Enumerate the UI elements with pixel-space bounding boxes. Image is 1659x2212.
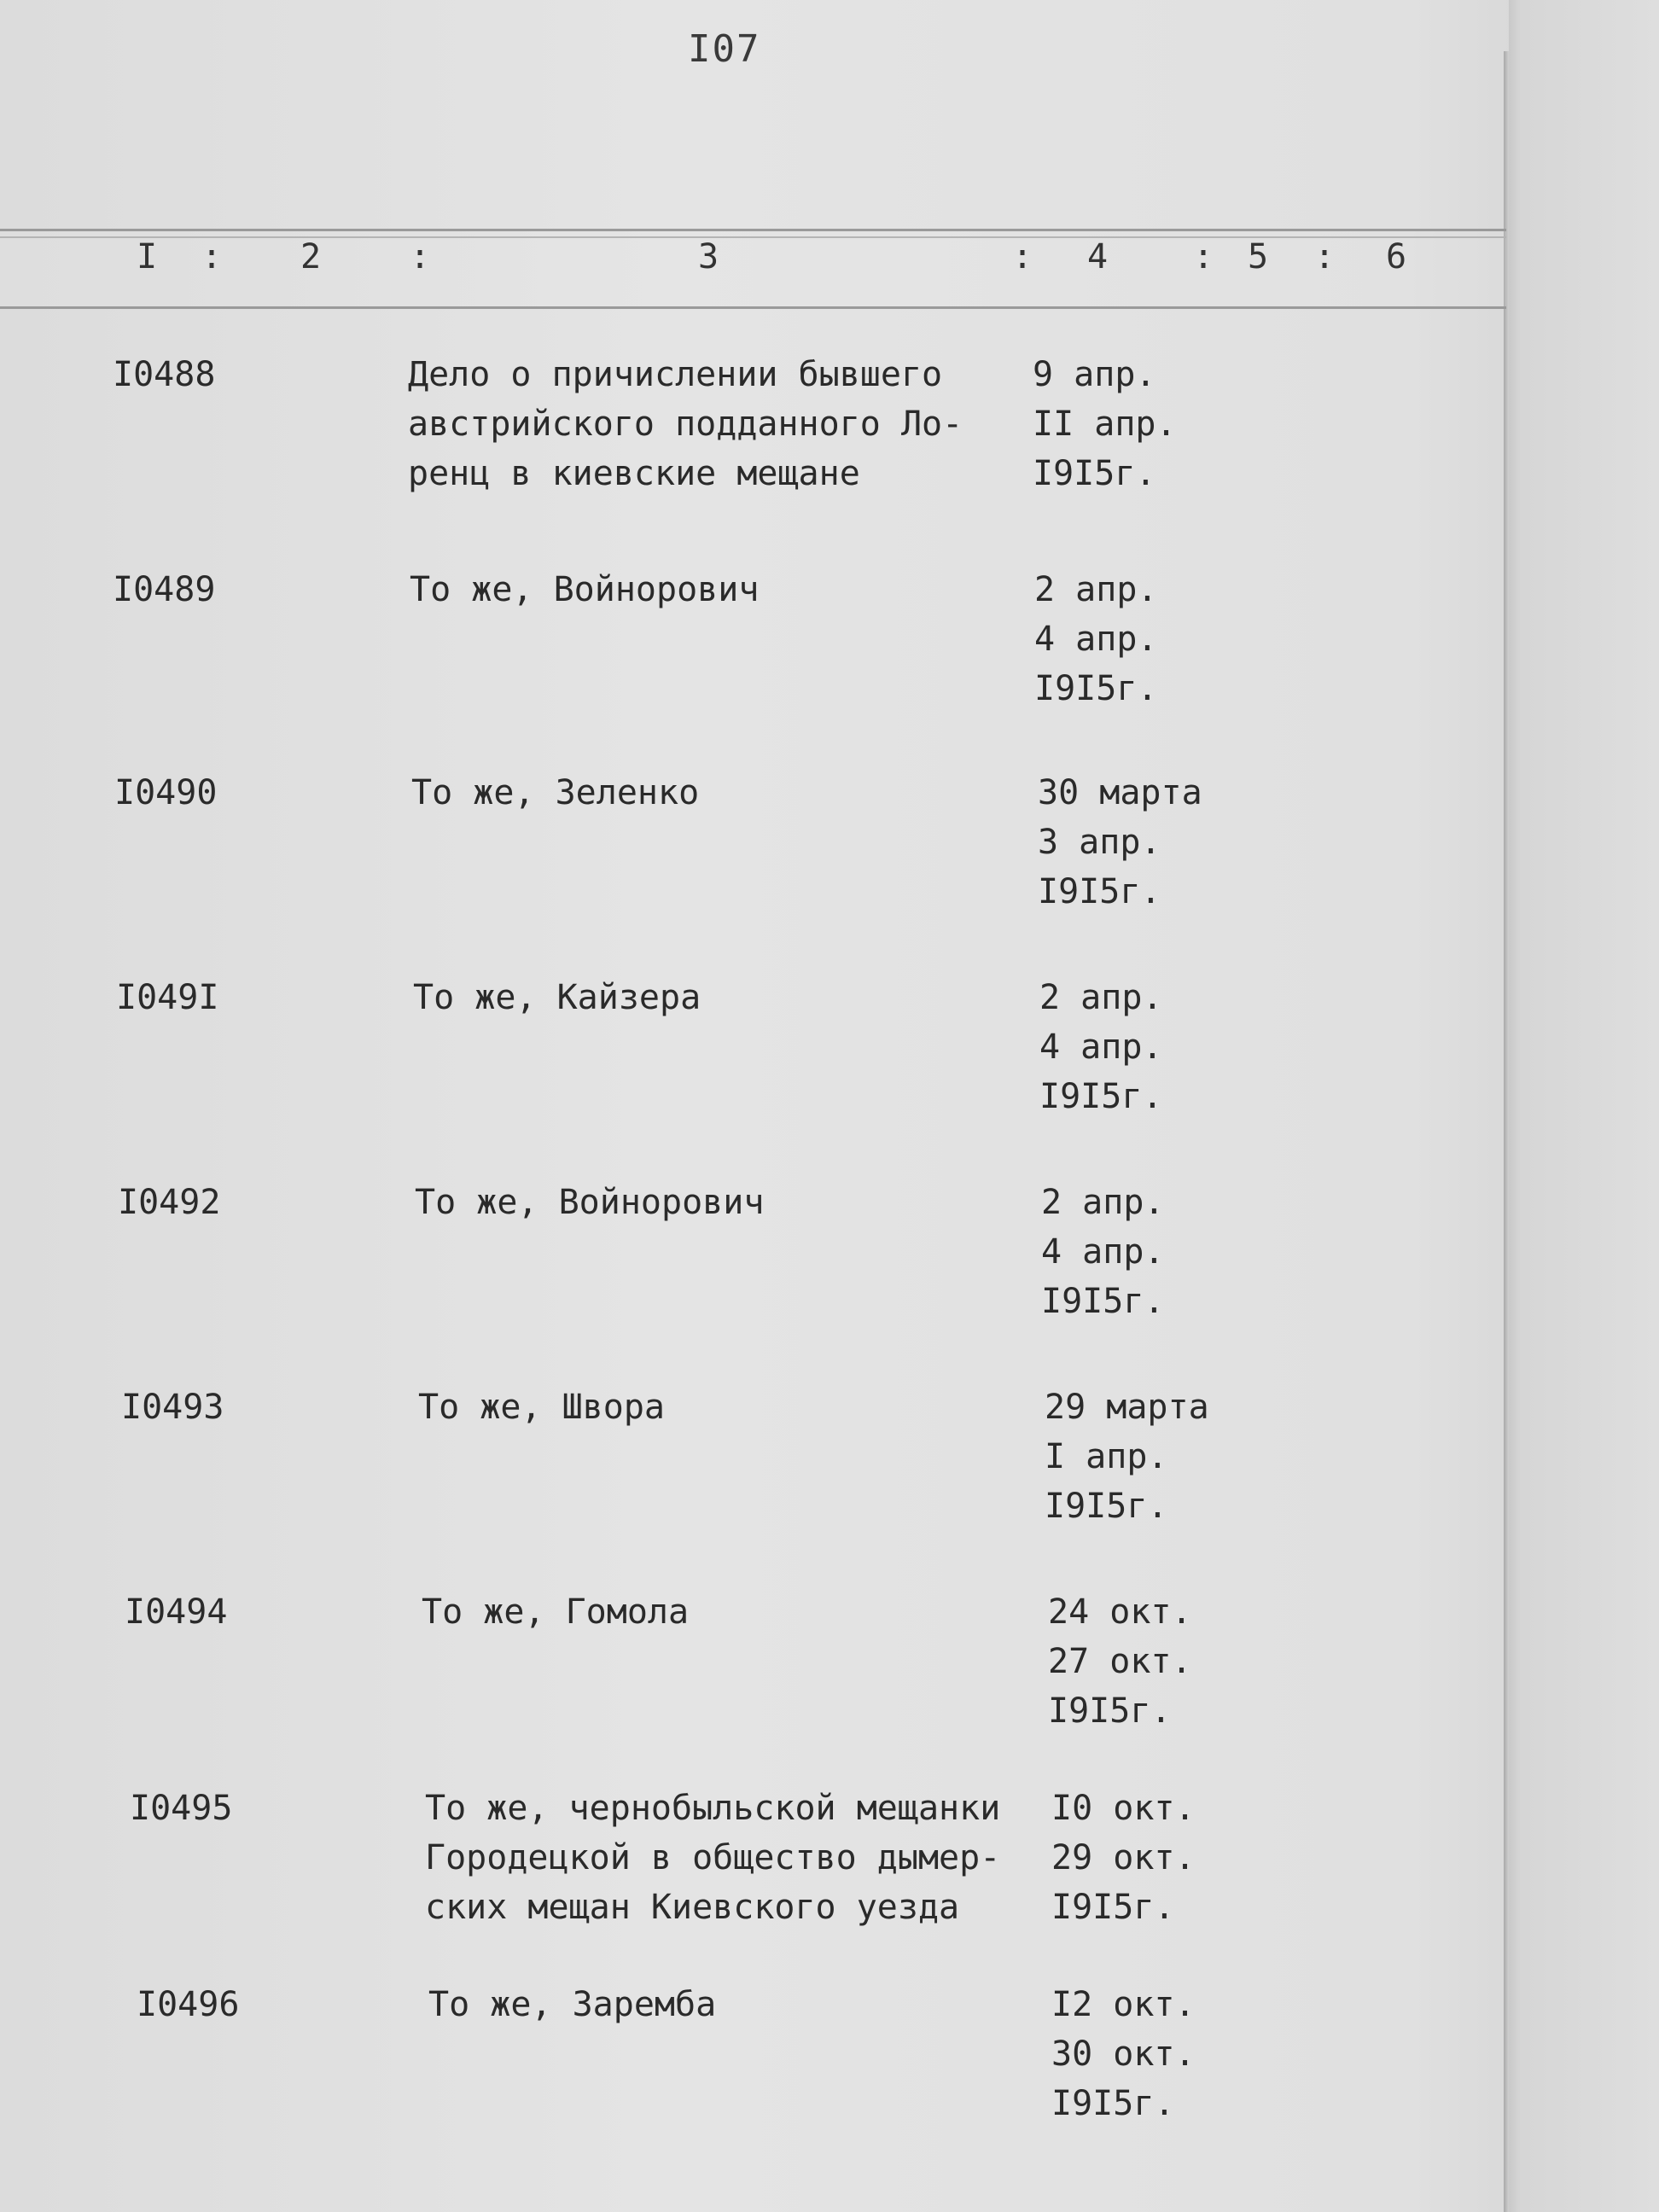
record-title-line: То же, Войнорович (415, 1183, 765, 1222)
record-number: I0495 (130, 1789, 233, 1828)
record-year: I9I5г. (1048, 1691, 1172, 1731)
column-header-3: 3 (698, 237, 719, 276)
record-dates (1038, 768, 1202, 917)
record-number: I0494 (125, 1592, 228, 1632)
column-header-sep: : (410, 237, 431, 276)
record-title-line: Дело о причислении бывшего (408, 355, 943, 394)
record-title-line: То же, Гомола (422, 1592, 690, 1632)
record-dates (1051, 1784, 1196, 1932)
record-number: I0490 (114, 773, 218, 812)
record-start-date: I2 окт. (1051, 1985, 1196, 2024)
column-header-5: 5 (1248, 237, 1269, 276)
record-end-date: 4 апр. (1041, 1232, 1165, 1272)
record-title (428, 1980, 716, 2029)
record-title-line: ренц в киевские мещане (408, 454, 860, 493)
record-dates (1045, 1382, 1209, 1531)
record-start-date: 9 апр. (1033, 355, 1156, 394)
record-number: I0493 (121, 1388, 224, 1427)
record-title-line: То же, Зеленко (411, 773, 700, 812)
record-dates (1041, 1178, 1165, 1326)
column-header-1: I (137, 237, 158, 276)
record-title-line: То же, Войнорович (410, 570, 760, 609)
record-title (413, 973, 701, 1022)
record-end-date: 4 апр. (1034, 620, 1158, 659)
record-year: I9I5г. (1051, 1888, 1175, 1927)
record-year: I9I5г. (1051, 2084, 1175, 2123)
record-dates (1034, 565, 1158, 713)
column-header-sep: : (1012, 237, 1033, 276)
record-end-date: 30 окт. (1051, 2034, 1196, 2074)
record-dates (1051, 1980, 1196, 2128)
record-end-date: II апр. (1033, 405, 1177, 444)
record-end-date: I апр. (1045, 1437, 1168, 1476)
record-title (411, 768, 699, 818)
record-year: I9I5г. (1041, 1282, 1165, 1321)
column-header-6: 6 (1386, 237, 1407, 276)
record-title-line: То же, Швора (418, 1388, 665, 1427)
record-end-date: 29 окт. (1051, 1838, 1196, 1877)
column-header-2: 2 (300, 237, 322, 276)
page-edge-shadow (1509, 0, 1659, 2212)
record-title-line: То же, Заремба (428, 1985, 717, 2024)
record-number: I0488 (113, 355, 216, 394)
record-title (415, 1178, 764, 1227)
record-year: I9I5г. (1038, 872, 1161, 911)
record-number: I0489 (113, 570, 216, 609)
record-end-date: 3 апр. (1038, 823, 1161, 862)
record-title-line: То же, чернобыльской мещанки (425, 1789, 1001, 1828)
record-end-date: 4 апр. (1039, 1027, 1163, 1067)
record-year: I9I5г. (1034, 669, 1158, 708)
record-year: I9I5г. (1045, 1487, 1168, 1526)
record-dates (1048, 1587, 1192, 1736)
record-title-line: австрийского подданного Ло- (408, 405, 963, 444)
record-start-date: 29 марта (1045, 1388, 1209, 1427)
record-title (425, 1784, 1000, 1932)
record-number: I0492 (118, 1183, 221, 1222)
record-title-line: То же, Кайзера (413, 978, 701, 1017)
record-title-line: ских мещан Киевского уезда (425, 1888, 960, 1927)
record-start-date: 2 апр. (1034, 570, 1158, 609)
column-header-4: 4 (1087, 237, 1109, 276)
record-dates (1033, 350, 1177, 498)
record-title (408, 350, 963, 498)
record-number: I0496 (137, 1985, 240, 2024)
record-title (410, 565, 759, 614)
page-number: I07 (688, 27, 761, 71)
record-year: I9I5г. (1039, 1077, 1163, 1116)
column-header-sep: : (201, 237, 223, 276)
record-start-date: 2 апр. (1041, 1183, 1165, 1222)
record-start-date: 30 марта (1038, 773, 1202, 812)
record-year: I9I5г. (1033, 454, 1156, 493)
column-header-sep: : (1193, 237, 1214, 276)
record-end-date: 27 окт. (1048, 1642, 1192, 1681)
record-start-date: I0 окт. (1051, 1789, 1196, 1828)
record-number: I049I (116, 978, 219, 1017)
record-title (418, 1382, 665, 1432)
record-dates (1039, 973, 1163, 1121)
record-title-line: Городецкой в общество дымер- (425, 1838, 1001, 1877)
column-header-sep: : (1314, 237, 1336, 276)
record-start-date: 2 апр. (1039, 978, 1163, 1017)
record-start-date: 24 окт. (1048, 1592, 1192, 1632)
record-title (422, 1587, 689, 1637)
